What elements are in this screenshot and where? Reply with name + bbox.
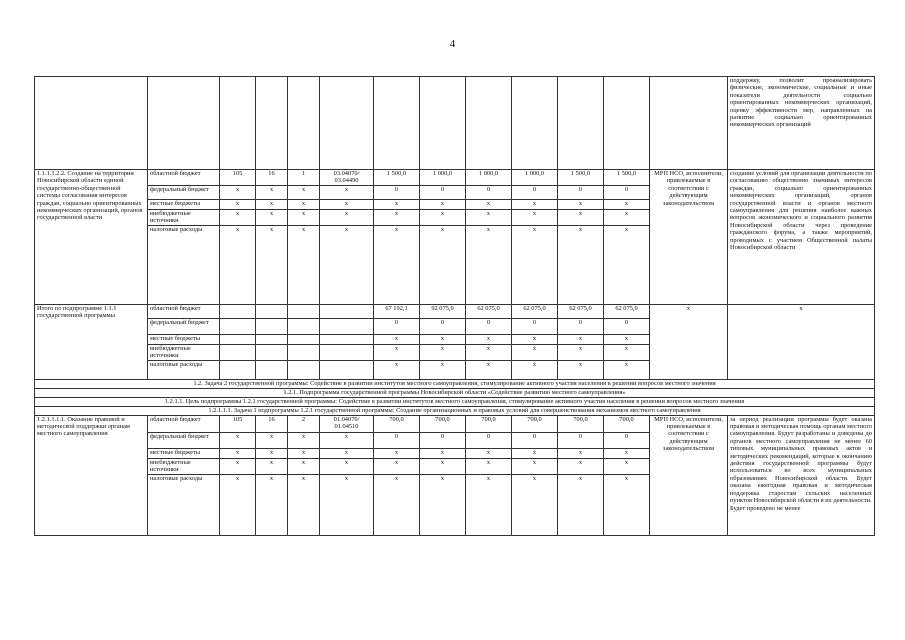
page-number: 4 — [449, 38, 456, 50]
value-cell: x — [558, 334, 604, 344]
value-cell: x — [466, 209, 512, 225]
value-cell: 0 — [558, 185, 604, 199]
value-cell: x — [420, 225, 466, 304]
table-row — [35, 304, 875, 318]
value-cell: x — [604, 209, 650, 225]
code-cell: 105 — [220, 170, 256, 186]
code-cell: x — [288, 199, 320, 209]
code-cell: x — [256, 448, 288, 458]
value-cell: x — [604, 360, 650, 379]
code-cell: x — [220, 209, 256, 225]
code-cell: 1 — [288, 170, 320, 186]
value-cell: x — [558, 209, 604, 225]
value-cell: x — [466, 360, 512, 379]
funding-source: местные бюджеты — [148, 448, 220, 458]
value-cell: x — [420, 458, 466, 474]
value-cell: 0 — [604, 185, 650, 199]
code-cell: x — [320, 432, 374, 448]
value-cell: x — [558, 344, 604, 360]
funding-source: федеральный бюджет — [148, 432, 220, 448]
table-row — [35, 415, 875, 432]
value-cell: 0 — [512, 185, 558, 199]
code-cell: x — [288, 474, 320, 535]
funding-source: федеральный бюджет — [148, 185, 220, 199]
value-cell: 700,0 — [374, 415, 420, 432]
code-cell: 16 — [256, 415, 288, 432]
value-cell: x — [374, 199, 420, 209]
expected-result-body: за период реализации программы будет оказана правовая и методическая помощь органам местного самоуправления. Будут разработаны и доведены до органов местного самоуправления не менее 60 типовых муниципальных правовых актов и методических рекомендаций, которые к окончанию действия государственной программы будут использоваться во всех муниципальных образованиях Новосибирской области. Будет оказана ежегодная правовая и методическая поддержка старостам сельских населенных пунктов Новосибирской области в их деятельности. — [730, 415, 872, 505]
code-cell: x — [320, 209, 374, 225]
section-heading: 1.2.1. Подпрограмма государственной программы Новосибирской области «Содействие развитию местного самоуправления» — [35, 388, 875, 397]
value-cell: 1 500,0 — [604, 170, 650, 186]
value-cell: x — [512, 199, 558, 209]
value-cell: x — [512, 225, 558, 304]
value-cell: x — [374, 225, 420, 304]
value-cell: x — [374, 334, 420, 344]
value-cell: x — [512, 344, 558, 360]
value-cell: x — [512, 448, 558, 458]
funding-source: налоговые расходы — [148, 225, 220, 304]
code-cell: x — [220, 199, 256, 209]
total-label: Итого по подпрограмме 1.1.1 государственной программы — [35, 304, 148, 379]
funding-source: местные бюджеты — [148, 334, 220, 344]
funding-source: внебюджетные источники — [148, 209, 220, 225]
value-cell: x — [374, 474, 420, 535]
value-cell: x — [604, 225, 650, 304]
expected-result-tail: Будет проведено не менее — [730, 504, 801, 512]
code-cell: x — [256, 199, 288, 209]
value-cell: x — [512, 209, 558, 225]
value-cell: 67 192,1 — [374, 304, 420, 318]
code-cell: x — [320, 448, 374, 458]
value-cell: 0 — [374, 318, 420, 334]
value-cell: 0 — [558, 318, 604, 334]
code-cell: 03.04070/ 03.04490 — [320, 170, 374, 186]
value-cell: x — [604, 458, 650, 474]
activity-name: 1.1.1.1.2.2. Создание на территории Новосибирской области единой государственно-общественной системы согласования интересов граждан, социально ориентированных некоммерческих организаций, органов государственной власти — [35, 170, 148, 305]
executor: МРП НСО, исполнители, привлекаемые в соответствии с действующим законодательством — [650, 415, 728, 535]
code-cell: x — [288, 209, 320, 225]
value-cell: x — [374, 458, 420, 474]
section-heading: 1.2.1.1. Цель подпрограммы 1.2.1 государственной программы: Содействие в развитии институтов местного самоуправления, стимулирование активного участия населения в решении вопросов местного значения — [35, 397, 875, 406]
code-cell: x — [288, 448, 320, 458]
value-cell: 1 500,0 — [558, 170, 604, 186]
value-cell: x — [512, 474, 558, 535]
value-cell: 0 — [512, 318, 558, 334]
funding-source: внебюджетные источники — [148, 344, 220, 360]
value-cell: 0 — [604, 318, 650, 334]
code-cell: x — [320, 474, 374, 535]
executor: МРП НСО, исполнители, привлекаемые в соответствии с действующим законодательством — [650, 170, 728, 305]
code-cell: x — [320, 185, 374, 199]
code-cell: 2 — [288, 415, 320, 432]
code-cell: x — [256, 432, 288, 448]
value-cell: x — [420, 334, 466, 344]
value-cell: 700,0 — [512, 415, 558, 432]
value-cell: x — [374, 209, 420, 225]
value-cell: x — [420, 209, 466, 225]
value-cell: 0 — [420, 318, 466, 334]
value-cell: 0 — [420, 432, 466, 448]
code-cell: x — [256, 458, 288, 474]
funding-source: областной бюджет — [148, 415, 220, 432]
value-cell: 62 075,0 — [466, 304, 512, 318]
value-cell: x — [512, 458, 558, 474]
value-cell: x — [466, 334, 512, 344]
value-cell: 62 075,0 — [604, 304, 650, 318]
code-cell: x — [220, 185, 256, 199]
funding-source: налоговые расходы — [148, 474, 220, 535]
value-cell: x — [558, 225, 604, 304]
value-cell: 700,0 — [420, 415, 466, 432]
value-cell: 0 — [466, 432, 512, 448]
value-cell: 1 500,0 — [374, 170, 420, 186]
code-cell: x — [320, 458, 374, 474]
value-cell: x — [466, 458, 512, 474]
code-cell: x — [220, 432, 256, 448]
value-cell: x — [420, 474, 466, 535]
value-cell: x — [374, 360, 420, 379]
value-cell: 62 075,0 — [558, 304, 604, 318]
funding-source: областной бюджет — [148, 170, 220, 186]
continuation-row — [35, 77, 875, 170]
value-cell: x — [558, 360, 604, 379]
funding-source: областной бюджет — [148, 304, 220, 318]
value-cell: 1 000,0 — [466, 170, 512, 186]
value-cell: 1 000,0 — [512, 170, 558, 186]
code-cell: x — [256, 225, 288, 304]
value-cell: x — [558, 199, 604, 209]
value-cell: 92 075,0 — [420, 304, 466, 318]
code-cell: x — [256, 474, 288, 535]
value-cell: x — [374, 448, 420, 458]
code-cell: x — [288, 432, 320, 448]
value-cell: 700,0 — [604, 415, 650, 432]
funding-source: налоговые расходы — [148, 360, 220, 379]
code-cell: x — [320, 199, 374, 209]
expected-result-text: x — [728, 304, 875, 379]
value-cell: x — [512, 360, 558, 379]
code-cell: x — [288, 185, 320, 199]
value-cell: x — [420, 360, 466, 379]
code-cell: x — [220, 474, 256, 535]
expected-result-text: создание условий для организации деятельности по согласованию общественно значимых интересов граждан, социально ориентированных некоммерческих организаций, органов государственной власти и органов местного самоуправления для решения наиболее важных вопросов экономического и социального развития Новосибирской области через проведение гражданского форума, а также мероприятий, проводимых с участием Общественной палаты Новосибирской области — [728, 170, 875, 305]
value-cell: x — [604, 334, 650, 344]
value-cell: x — [604, 448, 650, 458]
code-cell: x — [288, 458, 320, 474]
expected-result-text: поддержку, позволит проанализировать физические, экономические, социальные и иные показатели деятельности социально ориентированных некоммерческих организаций, оценку эффективности мер, направленных на развитие социально ориентированных некоммерческих организаций — [728, 77, 875, 170]
value-cell: 0 — [374, 185, 420, 199]
executor: x — [650, 304, 728, 379]
code-cell: x — [256, 185, 288, 199]
value-cell: 0 — [466, 318, 512, 334]
table-row — [35, 170, 875, 186]
value-cell: 0 — [374, 432, 420, 448]
value-cell: x — [512, 334, 558, 344]
funding-source: федеральный бюджет — [148, 318, 220, 334]
value-cell: 0 — [420, 185, 466, 199]
code-cell: x — [320, 225, 374, 304]
value-cell: 700,0 — [558, 415, 604, 432]
value-cell: x — [420, 344, 466, 360]
value-cell: x — [558, 474, 604, 535]
value-cell: x — [374, 344, 420, 360]
code-cell: x — [220, 448, 256, 458]
value-cell: 700,0 — [466, 415, 512, 432]
value-cell: 0 — [512, 432, 558, 448]
section-heading: 1.2. Задача 2 государственной программы: Содействие в развитии институтов местного самоуправления, стимулирование активного участия населения в решении вопросов местного значения — [35, 379, 875, 388]
value-cell: 0 — [604, 432, 650, 448]
activity-name: 1.2.1.1.1.1. Оказание правовой и методической поддержки органам местного самоуправления — [35, 415, 148, 535]
value-cell: x — [558, 458, 604, 474]
value-cell: x — [466, 474, 512, 535]
value-cell: x — [466, 225, 512, 304]
code-cell: 01.04070/ 01.04510 — [320, 415, 374, 432]
value-cell: x — [466, 199, 512, 209]
funding-source: внебюджетные источники — [148, 458, 220, 474]
value-cell: x — [604, 344, 650, 360]
value-cell: x — [466, 448, 512, 458]
value-cell: x — [466, 344, 512, 360]
funding-source: местные бюджеты — [148, 199, 220, 209]
program-table — [34, 76, 875, 536]
code-cell: x — [256, 209, 288, 225]
value-cell: 62 075,0 — [512, 304, 558, 318]
value-cell: x — [604, 199, 650, 209]
code-cell: 16 — [256, 170, 288, 186]
code-cell: x — [220, 225, 256, 304]
code-cell: x — [288, 225, 320, 304]
value-cell: x — [420, 199, 466, 209]
value-cell: x — [420, 448, 466, 458]
value-cell: 0 — [558, 432, 604, 448]
code-cell: 105 — [220, 415, 256, 432]
expected-result-text — [728, 415, 875, 535]
value-cell: x — [604, 474, 650, 535]
value-cell: 0 — [466, 185, 512, 199]
value-cell: 1 000,0 — [420, 170, 466, 186]
code-cell: x — [220, 458, 256, 474]
value-cell: x — [558, 448, 604, 458]
section-heading: 1.2.1.1.1. Задача 1 подпрограммы 1.2.1 государственной программы: Создание организационных и правовых условий для совершенствования механизмов местного самоуправления — [35, 406, 875, 415]
